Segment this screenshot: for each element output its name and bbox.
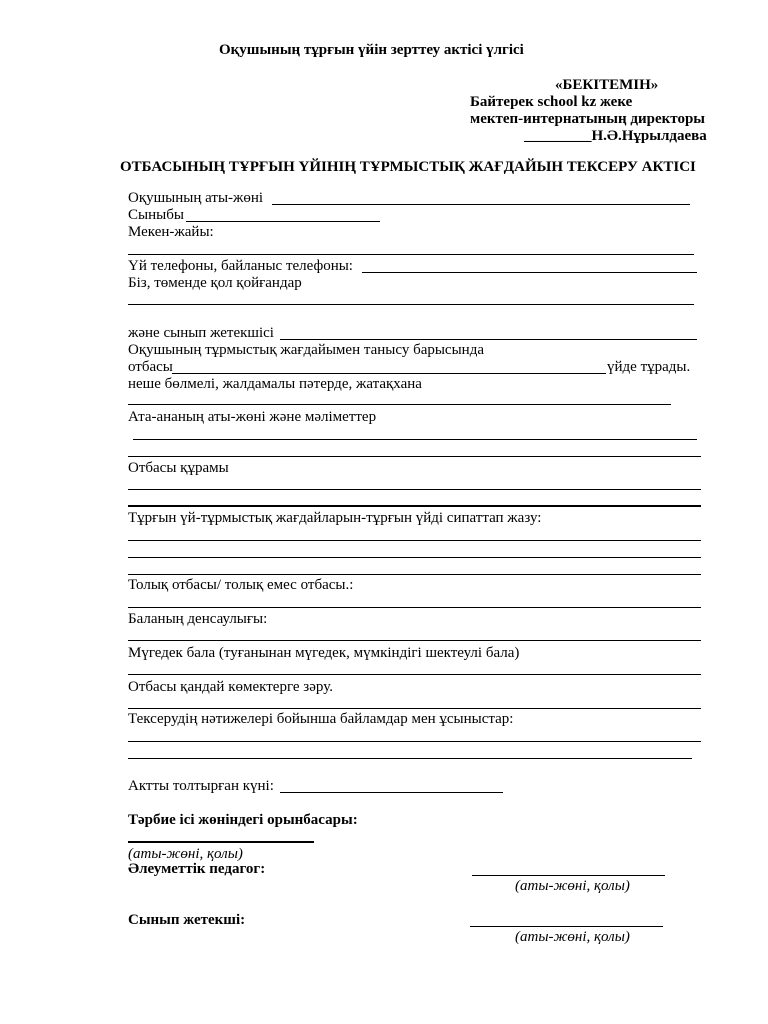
class-teacher-label: және сынып жетекшісі bbox=[128, 325, 274, 341]
help-needed-line bbox=[128, 708, 701, 709]
we-signed-label: Біз, төменде қол қойғандар bbox=[128, 275, 302, 291]
act-title: ОТБАСЫНЫҢ ТҰРҒЫН ҮЙІНІҢ ТҰРМЫСТЫҚ ЖАҒДАЙЫН ТЕКСЕРУ АКТІСІ bbox=[120, 159, 696, 175]
full-family-label: Толық отбасы/ толық емес отбасы.: bbox=[128, 577, 354, 593]
disabled-child-label: Мүгедек бала (туғанынан мүгедек, мүмкіндігі шектеулі бала) bbox=[128, 645, 520, 661]
social-pedagogue-signature-line bbox=[472, 875, 665, 876]
class-teacher-line bbox=[280, 339, 697, 340]
acquaint-text: Оқушының тұрмыстық жағдайымен танысу барысында bbox=[128, 342, 484, 358]
class-teacher-signature-hint: (аты-жөні, қолы) bbox=[515, 929, 630, 945]
field-address-label: Мекен-жайы: bbox=[128, 224, 214, 240]
conclusions-label: Тексерудің нәтижелері бойынша байламдар мен ұсыныстар: bbox=[128, 711, 514, 727]
deputy-label: Тәрбие ісі жөніндегі орынбасары: bbox=[128, 812, 358, 828]
family-composition-line-2 bbox=[128, 505, 701, 507]
student-name-line bbox=[272, 204, 690, 205]
family-composition-label: Отбасы құрамы bbox=[128, 460, 229, 476]
housing-line-1 bbox=[128, 540, 701, 541]
class-line bbox=[186, 221, 380, 222]
housing-line-2 bbox=[128, 557, 701, 558]
conclusions-line-2 bbox=[128, 758, 692, 759]
deputy-signature-line bbox=[128, 841, 314, 843]
fill-date-label: Актты толтырған күні: bbox=[128, 778, 274, 794]
social-pedagogue-label: Әлеуметтік педагог: bbox=[128, 861, 266, 877]
rooms-label: неше бөлмелі, жалдамалы пәтерде, жатақхана bbox=[128, 376, 422, 392]
approval-org-line-2: мектеп-интернатының директоры bbox=[470, 111, 706, 127]
document-title: Оқушының тұрғын үйін зерттеу актісі үлгісі bbox=[219, 42, 524, 58]
disabled-child-line bbox=[128, 674, 701, 675]
conclusions-line-1 bbox=[128, 741, 701, 742]
help-needed-label: Отбасы қандай көмектерге зәру. bbox=[128, 679, 333, 695]
health-label: Баланың денсаулығы: bbox=[128, 611, 268, 627]
approval-heading: «БЕКІТЕМІН» bbox=[555, 77, 659, 93]
rooms-line bbox=[128, 404, 671, 405]
address-line bbox=[128, 254, 694, 255]
family-lives-line bbox=[172, 373, 606, 374]
signers-line bbox=[128, 304, 694, 305]
parents-label: Ата-ананың аты-жөні және мәліметтер bbox=[128, 409, 377, 425]
phone-line bbox=[362, 272, 697, 273]
class-teacher-sign-label: Сынып жетекші: bbox=[128, 912, 246, 928]
field-student-name-label: Оқушының аты-жөні bbox=[128, 190, 264, 206]
field-class-label: Сыныбы bbox=[128, 207, 184, 223]
parents-line-1 bbox=[133, 439, 697, 440]
fill-date-line bbox=[280, 792, 503, 793]
social-pedagogue-signature-hint: (аты-жөні, қолы) bbox=[515, 878, 630, 894]
housing-line-3 bbox=[128, 574, 701, 575]
deputy-signature-hint: (аты-жөні, қолы) bbox=[128, 846, 243, 862]
approval-org-line-1: Байтерек school kz жеке bbox=[470, 94, 633, 110]
full-family-line bbox=[128, 607, 701, 608]
class-teacher-signature-line bbox=[470, 926, 663, 927]
family-lives-suffix: үйде тұрады. bbox=[607, 359, 691, 375]
family-composition-line-1 bbox=[128, 489, 701, 490]
housing-description-label: Тұрғын үй-тұрмыстық жағдайларын-тұрғын үйді сипаттап жазу: bbox=[128, 510, 542, 526]
health-line bbox=[128, 640, 701, 641]
field-phone-label: Үй телефоны, байланыс телефоны: bbox=[128, 258, 353, 274]
family-lives-label: отбасы bbox=[128, 359, 173, 375]
parents-line-2 bbox=[128, 456, 701, 457]
director-signature-line: _________Н.Ә.Нұрылдаева bbox=[524, 128, 707, 144]
